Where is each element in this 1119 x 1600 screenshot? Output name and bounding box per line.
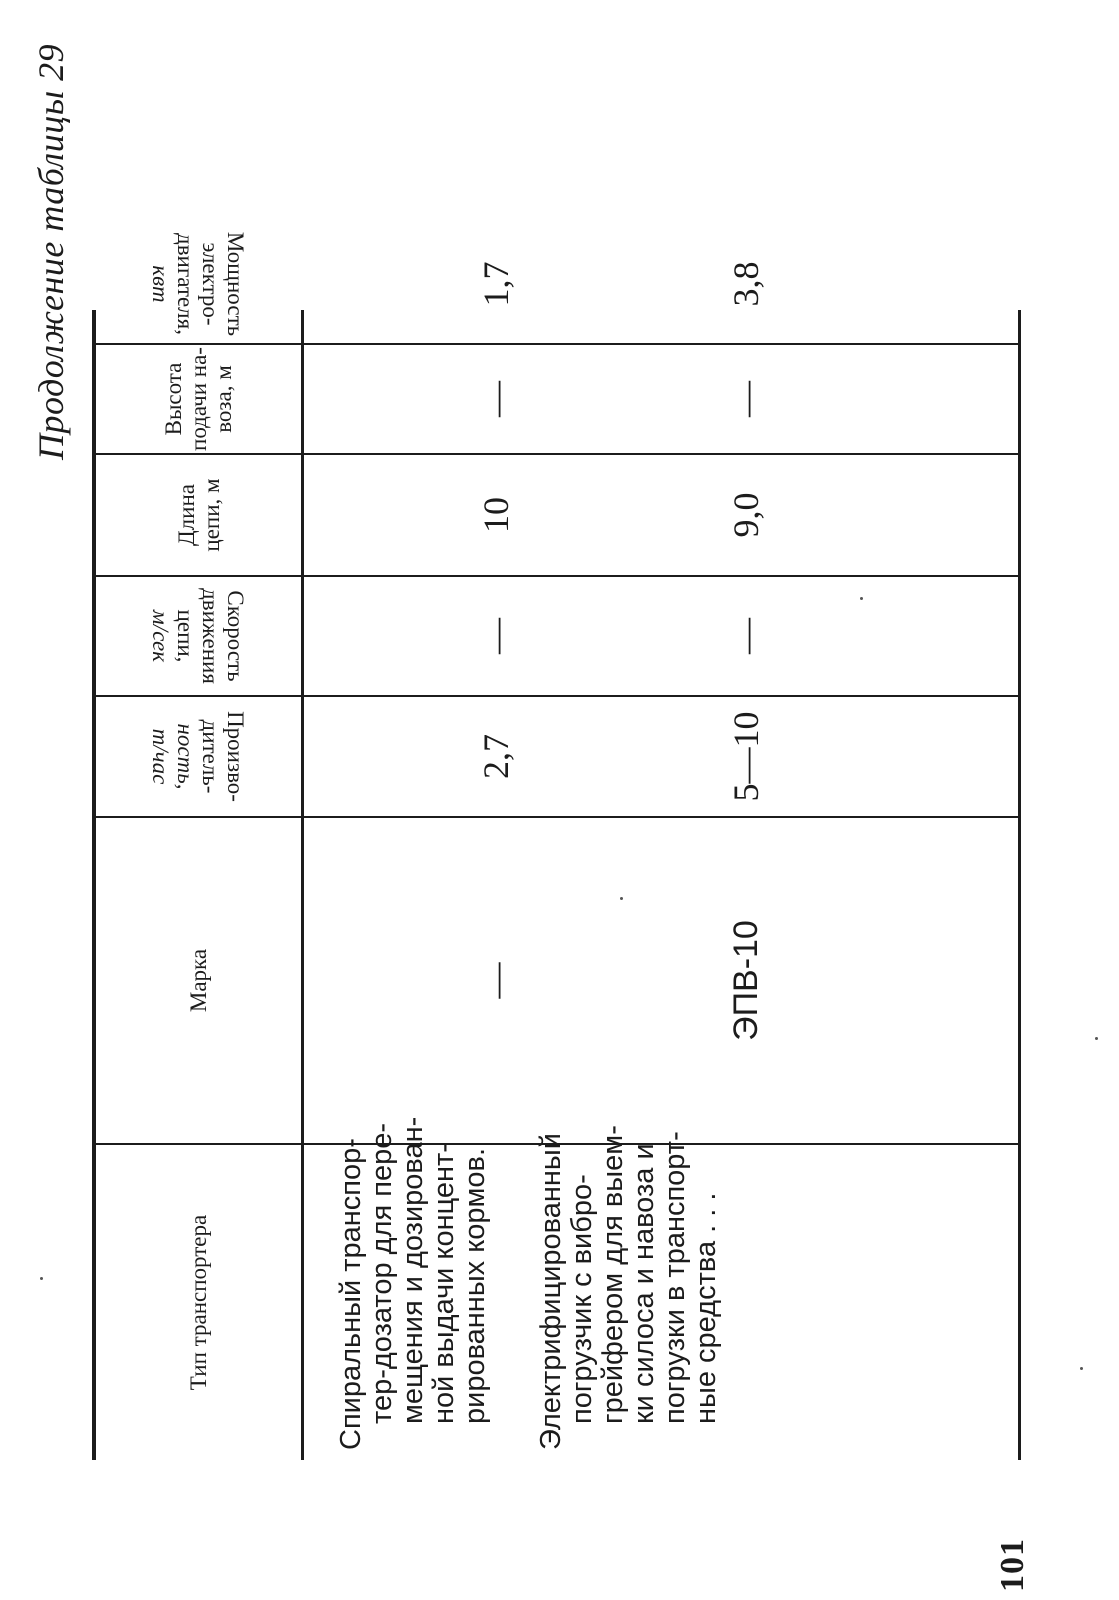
scan-speck	[620, 897, 623, 900]
header-line: электро-	[198, 242, 224, 326]
scan-speck	[40, 1277, 43, 1280]
header-line: м/сек	[148, 610, 174, 662]
row-1-speed: —	[476, 618, 516, 654]
header-line: Длина	[173, 484, 199, 547]
row-1-chain-length: 10	[476, 497, 516, 533]
scan-speck	[1080, 1367, 1083, 1370]
type-line: погрузчик с вибро-	[566, 1174, 598, 1424]
page-number: 101	[994, 1538, 1031, 1592]
row-1-power: 1,7	[476, 261, 516, 307]
header-line: квт	[148, 265, 174, 303]
header-line: Мощность	[223, 231, 249, 337]
header-bottom-rule	[301, 310, 304, 1460]
type-line: ки силоса и навоза и	[628, 1143, 660, 1424]
row-2-type	[535, 1125, 722, 1450]
header-brand	[96, 818, 301, 1143]
header-line: дитель-	[198, 719, 224, 794]
header-chain-length	[96, 455, 301, 575]
row-1-height: —	[476, 381, 516, 417]
scan-speck	[860, 597, 863, 600]
header-brand-text: Марка	[186, 948, 211, 1013]
row-2-chain-length: 9,0	[726, 492, 766, 538]
header-line: т/час	[148, 728, 174, 785]
row-2-brand: ЭПВ-10	[726, 920, 765, 1041]
header-line: цепи, м	[198, 478, 224, 552]
header-line: цепи,	[173, 609, 199, 663]
type-line: ной выдачи концент-	[428, 1143, 460, 1424]
header-productivity	[96, 697, 301, 816]
table-bottom-rule	[1018, 310, 1021, 1460]
header-speed	[96, 577, 301, 695]
header-line: движения	[198, 588, 224, 684]
type-line: грейфером для выем-	[597, 1125, 629, 1424]
scan-speck	[1095, 1037, 1098, 1040]
row-1-brand: —	[476, 962, 516, 999]
header-line: воза, м	[211, 365, 236, 433]
header-height	[96, 345, 301, 453]
header-line: ность,	[173, 723, 199, 790]
row-1-productivity: 2,7	[476, 734, 516, 779]
row-1-type	[335, 1116, 491, 1450]
type-line: ные средства . . .	[690, 1192, 722, 1424]
row-2-productivity: 5—10	[726, 711, 766, 802]
type-line: Спиральный транспор-	[335, 1138, 367, 1450]
header-line: Произво-	[223, 711, 249, 802]
table-caption: Продолжение таблицы 29	[31, 43, 71, 460]
header-line: Высота	[161, 362, 186, 436]
row-2-height: —	[726, 381, 766, 417]
header-type	[96, 1145, 301, 1460]
header-line: двигателя,	[173, 233, 199, 335]
header-line: подачи на-	[186, 347, 211, 451]
header-type-text: Тип транспортера	[186, 1214, 211, 1391]
type-line: рированных кормов.	[459, 1147, 491, 1424]
type-line: Электрифицированный	[535, 1133, 567, 1450]
row-2-power: 3,8	[726, 261, 766, 307]
header-power	[96, 225, 301, 343]
header-line: Скорость	[223, 590, 249, 682]
row-2-speed: —	[726, 618, 766, 654]
type-line: мещения и дозирован-	[397, 1116, 429, 1424]
type-line: тер-дозатор для пере-	[366, 1122, 398, 1424]
type-line: погрузки в транспорт-	[659, 1131, 691, 1424]
